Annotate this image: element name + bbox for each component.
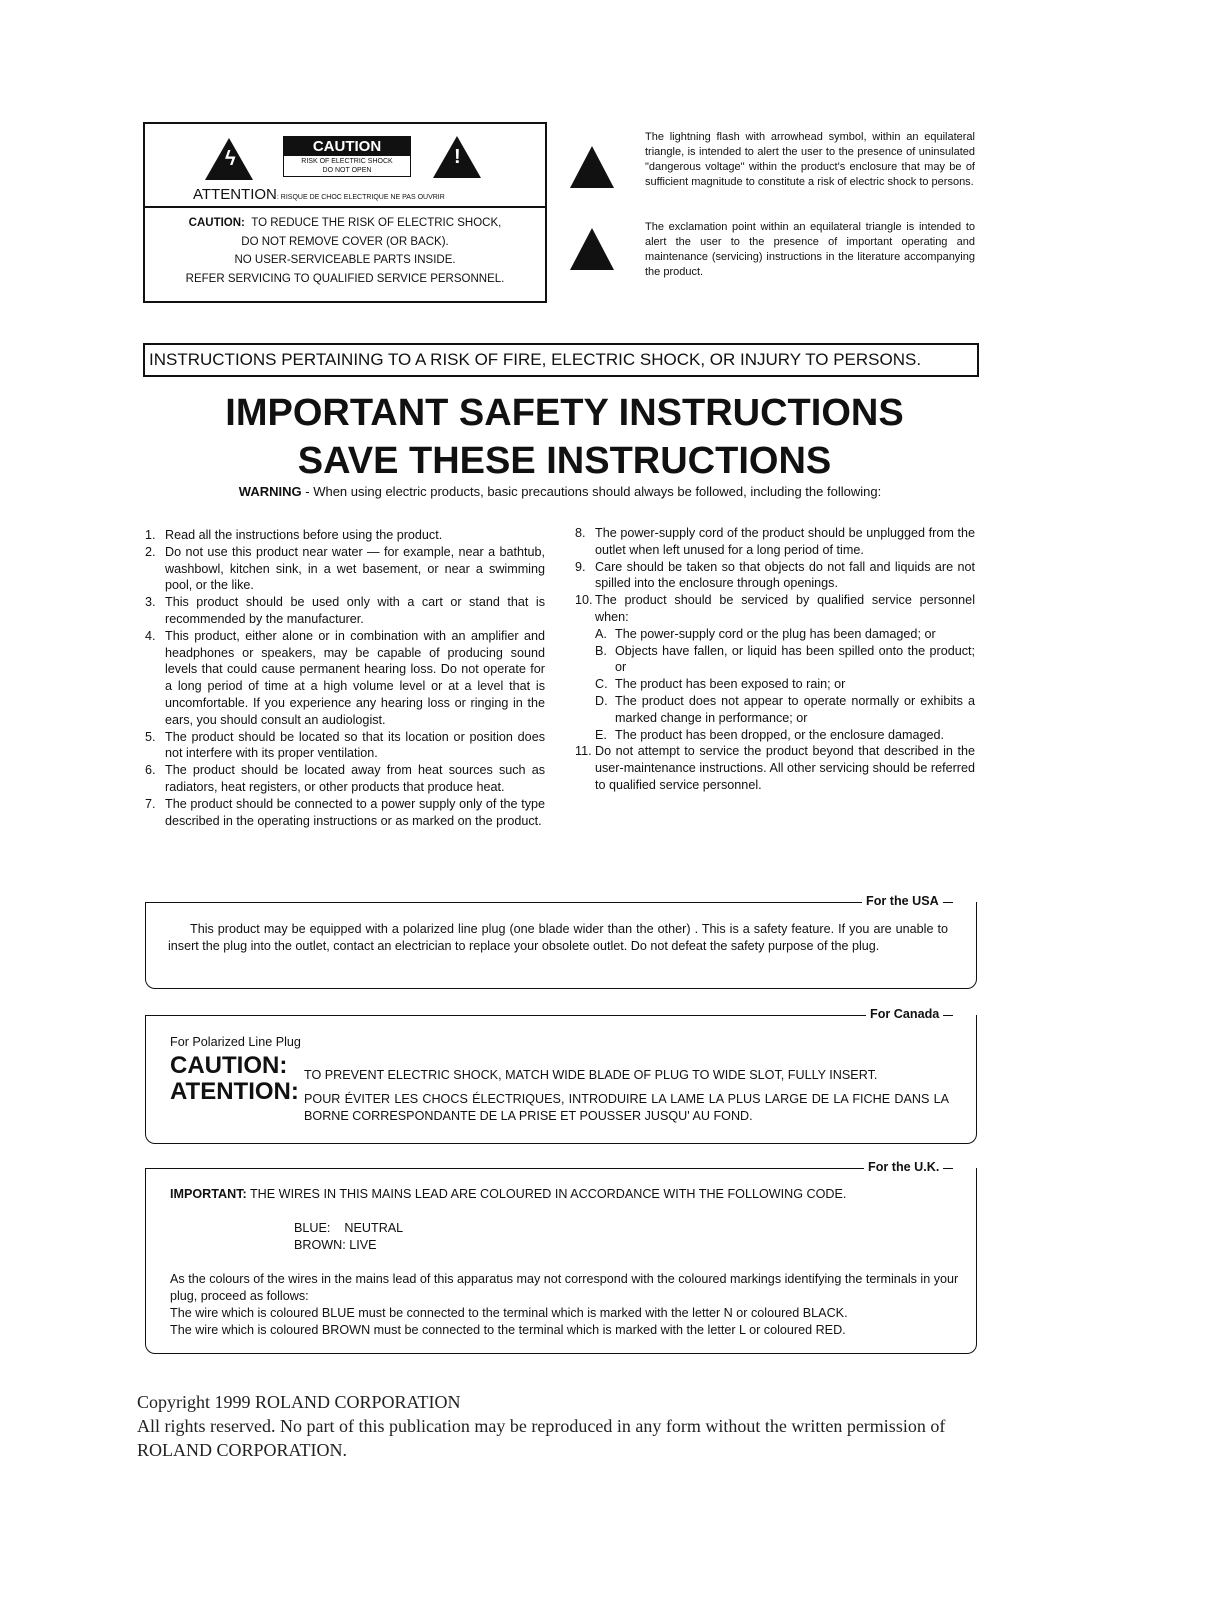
item-number: B.: [595, 643, 607, 658]
attention-label: ATTENTION: [193, 186, 277, 203]
usa-text: This product may be equipped with a polarized line plug (one blade wider than the other) . This is a safety feature. If you are unable to insert the plug into the outlet, contact an electrician to replace your obsolete outlet. Do not defeat the safety purpose of the plug.: [168, 922, 948, 953]
item-number: 6.: [145, 763, 156, 778]
list-item: [575, 525, 975, 559]
attention-french: : RISQUE DE CHOC ELECTRIQUE NE PAS OUVRIR: [276, 194, 445, 201]
item-text: The product has been exposed to rain; or: [615, 677, 846, 692]
item-text: The product does not appear to operate normally or exhibits a marked change in performance; or: [615, 693, 975, 725]
item-number: 4.: [145, 628, 156, 643]
list-item: [145, 544, 545, 594]
canada-caution-label: CAUTION:: [170, 1052, 288, 1079]
item-text: Care should be taken so that objects do not fall and liquids are not spilled into the enclosure through openings.: [595, 559, 975, 591]
warning-text: - When using electric products, basic precautions should always be followed, including the following:: [301, 484, 882, 499]
exclamation-triangle-icon: !: [433, 136, 481, 178]
usa-section: [145, 902, 977, 989]
uk-paragraph: The wire which is coloured BROWN must be connected to the terminal which is marked with the letter L or coloured RED.: [170, 1323, 846, 1337]
subtitle: SAVE THESE INSTRUCTIONS: [297, 440, 832, 482]
item-number: 5.: [145, 729, 156, 744]
item-text: The product should be located so that its location or position does not interfere with its proper ventilation.: [165, 729, 545, 761]
lightning-triangle-icon: ϟ: [205, 138, 253, 180]
list-item: [145, 762, 545, 796]
item-number: D.: [595, 693, 608, 708]
list-item: [145, 628, 545, 729]
caution-sub1: RISK OF ELECTRIC SHOCK: [301, 158, 393, 165]
item-text: The product should be connected to a power supply only of the type described in the operating instructions or as marked on the product.: [165, 796, 545, 828]
caution-title: CAUTION: [284, 137, 410, 156]
list-item: [145, 796, 545, 830]
canada-label: For Canada: [866, 1007, 943, 1021]
lightning-symbol-text: The lightning flash with arrowhead symbol, within an equilateral triangle, is intended to alert the user to the presence of uninsulated "dangerous voltage" within the product's enclosure that may be of sufficient magnitude to constitute a risk of electric shock to persons.: [645, 131, 975, 188]
copyright-line: Copyright 1999 ROLAND CORPORATION: [137, 1392, 461, 1412]
instructions-right-column: [575, 525, 975, 794]
caution-line: NO USER-SERVICEABLE PARTS INSIDE.: [234, 254, 456, 266]
caution-plate: [283, 136, 411, 177]
uk-section: [145, 1168, 977, 1354]
uk-label: For the U.K.: [864, 1160, 943, 1174]
item-number: 1.: [145, 528, 156, 542]
instructions-left-column: [145, 527, 545, 829]
uk-neutral: NEUTRAL: [344, 1221, 404, 1235]
sub-list-item: [575, 643, 975, 677]
item-text: The product has been dropped, or the enclosure damaged.: [615, 727, 945, 742]
uk-paragraph: The wire which is coloured BLUE must be connected to the terminal which is marked with the letter N or coloured BLACK.: [170, 1306, 848, 1320]
item-text: The power-supply cord of the product should be unplugged from the outlet when left unused for a long period of time.: [595, 526, 975, 557]
usa-label: For the USA: [862, 894, 943, 908]
item-number: 3.: [145, 595, 156, 610]
item-number: 9.: [575, 559, 586, 574]
item-number: E.: [595, 727, 607, 742]
caution-sub2: DO NOT OPEN: [322, 167, 372, 174]
list-item: [145, 594, 545, 628]
item-text: This product should be used only with a cart or stand that is recommended by the manufacturer.: [165, 595, 545, 626]
caution-line: REFER SERVICING TO QUALIFIED SERVICE PERSONNEL.: [185, 272, 505, 285]
item-text: Do not attempt to service the product beyond that described in the user-maintenance instructions. All other servicing should be referred to qualified service personnel.: [595, 744, 975, 792]
item-text: This product, either alone or in combination with an amplifier and headphones or speakers, may be capable of producing sound levels that could cause permanent hearing loss. Do not operate for a long period of time at a high volume level or at a level that is uncomfortable. If you experience any hearing loss or ringing in the ears, you should consult an audiologist.: [165, 628, 545, 727]
copyright: [137, 1390, 997, 1462]
item-text: The product should be serviced by qualified service personnel when:: [595, 593, 975, 624]
item-number: 11.: [575, 744, 592, 759]
list-item: [575, 592, 975, 626]
caution-label: CAUTION:: [188, 217, 245, 229]
uk-important-label: IMPORTANT:: [170, 1187, 247, 1201]
item-number: 2.: [145, 544, 156, 559]
sub-list-item: [575, 693, 975, 727]
item-number: 10.: [575, 593, 593, 608]
caution-line: TO REDUCE THE RISK OF ELECTRIC SHOCK,: [251, 217, 502, 229]
item-number: 7.: [145, 796, 156, 811]
exclamation-symbol-icon: [570, 228, 614, 270]
list-item: [145, 527, 545, 544]
main-title: IMPORTANT SAFETY INSTRUCTIONS: [225, 392, 904, 434]
item-number: C.: [595, 677, 608, 692]
item-text: Read all the instructions before using the product.: [165, 528, 443, 542]
list-item: [145, 729, 545, 763]
sub-list-item: [575, 626, 975, 643]
lightning-symbol-icon: [570, 146, 614, 188]
risk-banner: INSTRUCTIONS PERTAINING TO A RISK OF FIRE, ELECTRIC SHOCK, OR INJURY TO PERSONS.: [143, 343, 979, 377]
copyright-rights: All rights reserved. No part of this publication may be reproduced in any form without the written permission of ROLAND CORPORATION.: [137, 1416, 946, 1460]
sub-list-item: [575, 676, 975, 693]
item-text: Objects have fallen, or liquid has been spilled onto the product; or: [615, 643, 975, 675]
warning-label: WARNING: [238, 484, 302, 499]
canada-atention-label: ATENTION:: [170, 1078, 299, 1105]
item-text: Do not use this product near water — for example, near a bathtub, washbowl, kitchen sink, in a wet basement, or near a swimming pool, or the like.: [165, 544, 545, 593]
sub-list-item: [575, 727, 975, 744]
caution-label-box: [143, 122, 547, 303]
caution-line: DO NOT REMOVE COVER (OR BACK).: [241, 235, 449, 248]
uk-blue: BLUE:: [294, 1221, 331, 1235]
item-number: A.: [595, 626, 607, 641]
exclamation-symbol-text: The exclamation point within an equilateral triangle is intended to alert the user to the presence of important operating and maintenance (servicing) instructions in the literature accompanying the product.: [645, 221, 975, 278]
warning-line: [0, 484, 1120, 499]
uk-important-text: THE WIRES IN THIS MAINS LEAD ARE COLOURED IN ACCORDANCE WITH THE FOLLOWING CODE.: [246, 1187, 847, 1201]
uk-live: LIVE: [349, 1238, 377, 1252]
item-text: The power-supply cord or the plug has been damaged; or: [615, 626, 936, 641]
uk-paragraph: As the colours of the wires in the mains lead of this apparatus may not correspond with the coloured markings identifying the terminals in your plug, proceed as follows:: [170, 1272, 959, 1303]
canada-intro: For Polarized Line Plug: [170, 1035, 301, 1049]
list-item: [575, 559, 975, 593]
canada-caution-text: TO PREVENT ELECTRIC SHOCK, MATCH WIDE BLADE OF PLUG TO WIDE SLOT, FULLY INSERT.: [304, 1068, 878, 1082]
canada-section: [145, 1015, 977, 1144]
item-number: 8.: [575, 526, 586, 540]
uk-brown: BROWN:: [294, 1238, 346, 1252]
item-text: The product should be located away from heat sources such as radiators, heat registers, or other products that produce heat.: [165, 763, 545, 794]
canada-atention-text: POUR ÉVITER LES CHOCS ÉLECTRIQUES, INTRODUIRE LA LAME LA PLUS LARGE DE LA FICHE DANS LA BORNE CORRESPONDANTE DE LA PRISE ET POUSSER JUSQU' AU FOND.: [304, 1092, 949, 1123]
list-item: [575, 743, 975, 793]
